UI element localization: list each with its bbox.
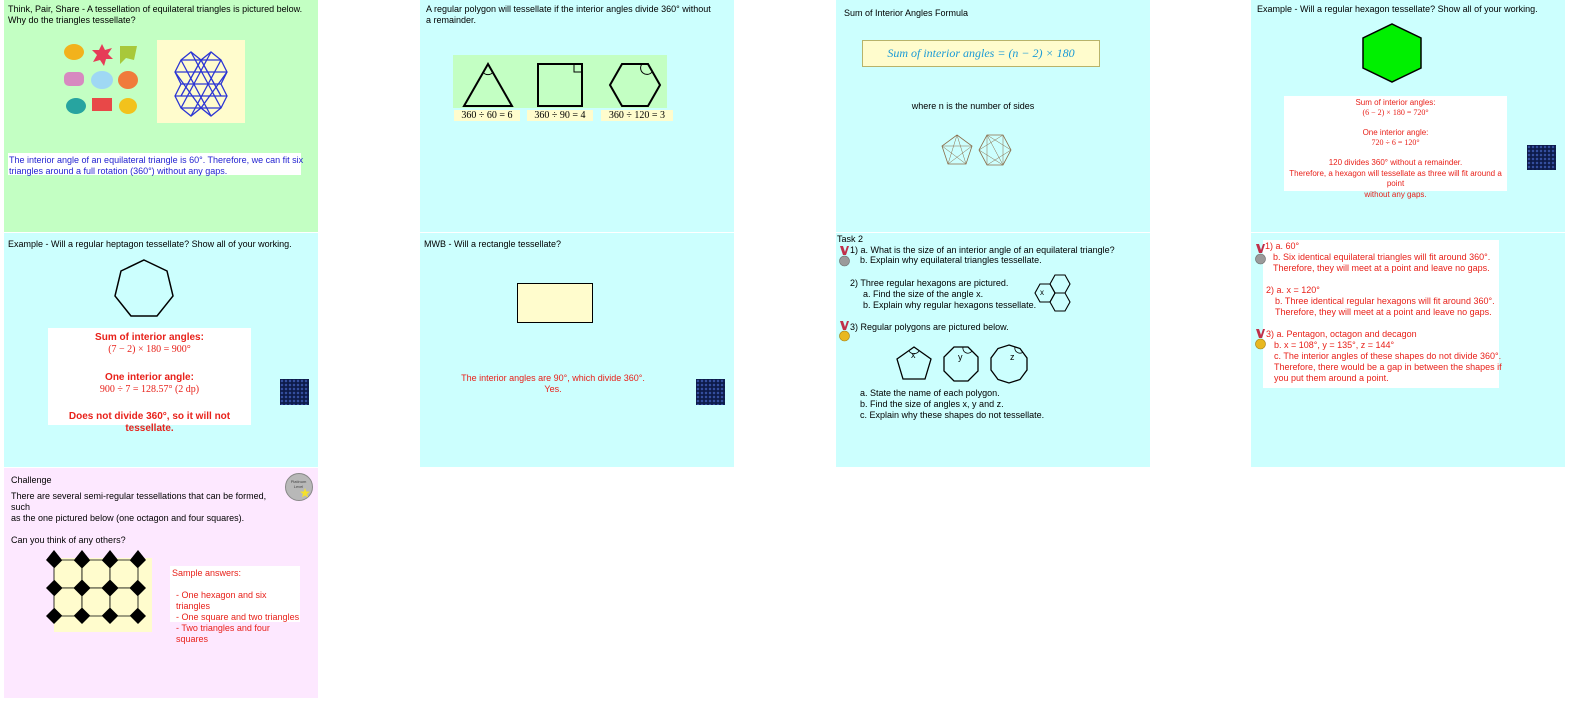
q1a-text: 1) a. What is the size of an interior angle of an equilateral triangle? [850,245,1115,255]
calc-hexagon: 360 ÷ 120 = 3 [601,110,673,121]
platinum-badge-label: Platinum Level [290,479,307,489]
q1b-text: b. Explain why equilateral triangles tessellate. [860,255,1042,265]
q2a-text: a. Find the size of the angle x. [863,289,984,299]
slide2-prompt: A regular polygon will tessellate if the interior angles divide 360° without a remainder. [426,4,711,25]
slide5-one-calc: 900 ÷ 7 = 128.57° (2 dp) [99,384,200,395]
calc-triangle: 360 ÷ 60 = 6 [454,110,520,121]
slide-rectangle-mwb [420,233,734,467]
heptagon-shape [112,258,176,320]
slide-task-2-answers [1251,233,1565,467]
hexagon-pattern-thumbnail [696,379,725,405]
slide1-prompt: Think, Pair, Share - A tessellation of equilateral triangles is pictured below. Why do the triangles tessellate? [8,4,303,25]
octagon-angle-y [942,345,980,383]
slide4-prompt: Example - Will a regular hexagon tessellate? Show all of your working. [1257,4,1538,14]
decagon-z-label: z [1010,352,1015,362]
sample-answers-title: Sample answers: [172,568,242,578]
answer-2a: 2) a. x = 120° [1266,285,1320,295]
slide4-one-label: One interior angle: [1362,128,1429,137]
sample-answers-list: - One hexagon and six triangles - One square and two triangles - Two triangles and four squares [176,590,300,644]
decagon-angle-z [988,343,1030,385]
silver-medal-icon [839,246,850,267]
slide6-prompt: MWB - Will a rectangle tessellate? [424,239,562,249]
formula-note: where n is the number of sides [911,101,1035,111]
slide-challenge [4,468,318,698]
gold-medal-icon [839,321,850,342]
q2b-text: b. Explain why regular hexagons tessellate. [863,300,1037,310]
triangle-tessellation-image [157,40,245,123]
hexagon-angle-x-label: x [1040,288,1044,297]
green-hexagon-shape [1361,22,1423,84]
slide5-prompt: Example - Will a regular heptagon tessellate? Show all of your working. [8,239,292,249]
answer-1a: 1) a. 60° [1265,241,1300,251]
square-shape [536,62,584,108]
speech-bubbles-icon [62,42,142,120]
task2-title: Task 2 [837,234,864,244]
rectangle-shape [517,283,593,323]
slide4-conclusion: 120 divides 360° without a remainder. Therefore, a hexagon will tessellate as three will fit around a point without any gaps. [1289,158,1502,199]
q3-text: 3) Regular polygons are pictured below. [850,322,1009,332]
slide-hexagon-example [1251,0,1565,232]
slide-sum-formula [836,0,1150,232]
formula-text: Sum of interior angles = (n − 2) × 180 [887,46,1075,60]
slide-heptagon-example [4,233,318,467]
q3c-text: c. Explain why these shapes do not tessellate. [860,410,1045,420]
slide6-answer: The interior angles are 90°, which divide 360°. Yes. [461,373,645,394]
slide5-sum-calc: (7 − 2) × 180 = 900° [108,344,191,355]
hexagon-pattern-thumbnail [1527,145,1556,170]
answer-3b: b. x = 108°, y = 135°, z = 144° [1274,340,1395,350]
slide-task-2 [836,233,1150,467]
gold-medal-icon [1255,329,1266,350]
slide1-answer: The interior angle of an equilateral triangle is 60°. Therefore, we can fit six triangles around a full rotation (360°) without any gaps. [9,155,304,176]
hexagon-diagonals-diagram [978,133,1012,167]
three-hexagons-diagram [1028,273,1072,317]
pentagon-x-label: x [911,350,916,360]
triangle-shape [460,62,516,108]
slide4-sum-label: Sum of interior angles: [1355,98,1436,107]
answer-1b: b. Six identical equilateral triangles will fit around 360°. Therefore, they will meet at a point and leave no gaps. [1273,252,1491,273]
slide5-one-label: One interior angle: [105,372,194,383]
hexagon-shape [608,62,662,108]
q3b-text: b. Find the size of angles x, y and z. [860,399,1004,409]
calc-square: 360 ÷ 90 = 4 [527,110,593,121]
slide-think-pair-share [4,0,318,232]
q3a-text: a. State the name of each polygon. [860,388,1000,398]
answer-3a: 3) a. Pentagon, octagon and decagon [1266,329,1417,339]
slide5-conclusion: Does not divide 360°, so it will not tessellate. [68,411,231,434]
answer-2b: b. Three identical regular hexagons will fit around 360°. Therefore, they will meet at a point and leave no gaps. [1275,296,1495,317]
octagon-square-tessellation [44,550,162,638]
slide3-title: Sum of Interior Angles Formula [844,8,969,18]
slide4-sum-calc: (6 − 2) × 180 = 720° [1362,108,1429,117]
pentagon-diagonals-diagram [940,133,974,167]
hexagon-pattern-thumbnail [280,379,309,405]
slide-tessellate-rule [420,0,734,232]
slide5-sum-label: Sum of interior angles: [95,332,204,343]
challenge-title: Challenge [11,475,52,485]
octagon-y-label: y [958,352,963,362]
slide4-one-calc: 720 ÷ 6 = 120° [1371,138,1420,147]
challenge-text: There are several semi-regular tessellations that can be formed, such as the one pictured below (one octagon and four squares). Can you think of any others? [11,491,267,545]
answer-3c: c. The interior angles of these shapes do not divide 360°. Therefore, there would be a gap in between the shapes if you put them around a point. [1274,351,1502,383]
star-icon [300,488,310,498]
q2-text: 2) Three regular hexagons are pictured. [850,278,1009,288]
